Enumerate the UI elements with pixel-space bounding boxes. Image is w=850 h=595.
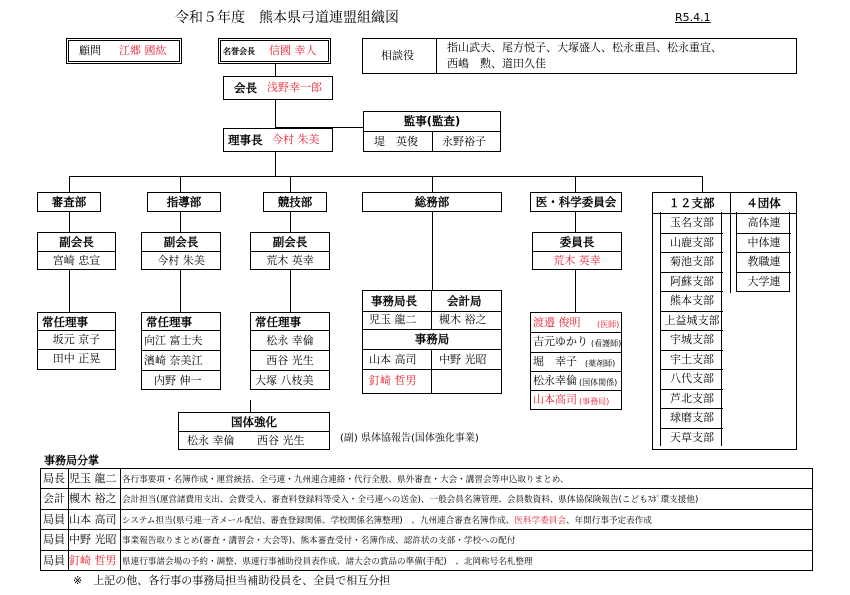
duty-text [122, 514, 652, 528]
shido-std-2: 濱崎 奈美江 [144, 354, 203, 367]
kyogi-std-2: 西谷 光生 [266, 354, 314, 367]
auditor-label: 監事(監査) [403, 114, 461, 128]
shido-vice-name: 今村 朱美 [157, 254, 205, 267]
dept-somu-name: 総務部 [414, 195, 450, 209]
shido-vice-box [141, 232, 221, 270]
medical-member-5-note: (事務局) [579, 397, 610, 406]
president-label: 会長 [234, 81, 257, 95]
dept-medical [530, 192, 622, 212]
duty-name: 槻木 裕之 [69, 492, 117, 505]
kokutai-box [178, 412, 330, 450]
branch-item: 上益城支部 [664, 313, 720, 327]
branch-item: 球磨支部 [670, 411, 714, 424]
auditor-box [363, 111, 501, 152]
duty-name: 中野 光昭 [69, 533, 117, 546]
duty-text-b: 、年間行事予定表作成 [565, 516, 652, 526]
kyogi-std-1: 松永 幸倫 [266, 334, 314, 347]
branch-item: 菊池支部 [670, 255, 714, 268]
kyogi-std-3: 大塚 八枝美 [255, 374, 314, 387]
somu-chief-name: 児玉 龍二 [369, 313, 417, 326]
branch-item: 熊本支部 [670, 294, 714, 307]
group-item: 高体連 [747, 216, 781, 229]
shinsa-std-1: 坂元 京子 [52, 333, 101, 346]
dept-medical-name: 医・科学委員会 [535, 195, 617, 209]
duty-name: 児玉 龍二 [69, 472, 117, 485]
shinsa-vice-box [37, 232, 116, 270]
somu-office-box [362, 290, 502, 394]
advisor-box [66, 38, 182, 64]
duty-text-a: システム担当(県弓連一斉メール配信、審査登録関係、学校関係名簿整理) 、九州連合審査名簿作成、 [122, 516, 515, 526]
date-label: R5.4.1 [675, 11, 711, 24]
dept-shido-name: 指導部 [166, 195, 202, 209]
kyogi-vice-box [250, 232, 330, 270]
honorary-label: 名誉会長 [223, 47, 255, 56]
duty-role: 局員 [43, 554, 65, 567]
duty-role: 局員 [43, 513, 65, 526]
dept-kyogi [263, 192, 327, 212]
chair-box [223, 128, 333, 152]
shido-vice-label: 副会長 [163, 235, 199, 249]
duties-heading: 事務局分掌 [44, 454, 99, 467]
duty-role: 局長 [43, 472, 65, 485]
duty-role: 局員 [43, 533, 65, 546]
shinsa-vice-name: 宮崎 忠宣 [52, 254, 101, 267]
medical-member-3: 堀 幸子 [533, 355, 577, 368]
kyogi-std-label: 常任理事 [255, 315, 301, 329]
footer-note: ※ 上記の他、各行事の事務局担当補助役員を、全員で相互分担 [73, 574, 391, 587]
dept-shido [147, 192, 221, 212]
branch-item: 玉名支部 [670, 216, 714, 229]
somu-acct-name: 槻木 裕之 [439, 313, 487, 326]
group-item: 大学連 [747, 274, 781, 288]
duty-text: 各行事要項・名簿作成・運営統括、全弓連・九州連合連絡・代行全般、県外審査・大会・講習会等申込取りまとめ、 [122, 475, 569, 485]
president-box [223, 76, 333, 100]
medical-member-2: 吉元ゆかり [533, 335, 588, 348]
group-item: 教職連 [747, 255, 781, 268]
kokutai-label: 国体強化 [231, 415, 277, 429]
group-item: 中体連 [747, 235, 781, 249]
chair-label: 理事長 [228, 133, 263, 147]
consult-label: 相談役 [381, 49, 414, 62]
kyogi-vice-name: 荒木 英幸 [266, 254, 314, 267]
advisor-name: 江郷 國紘 [119, 44, 167, 57]
page-title: 令和５年度 熊本県弓道連盟組織図 [175, 10, 399, 26]
dept-kyogi-name: 競技部 [277, 195, 313, 209]
somu-chief-label: 事務局長 [371, 294, 417, 308]
medical-member-4-note: (国体関係) [579, 378, 618, 387]
auditor-name-1: 堤 英俊 [374, 135, 418, 148]
president-name: 浅野幸一郎 [267, 81, 322, 94]
medical-members-box [530, 312, 622, 410]
medical-member-4: 松永幸倫 [533, 374, 577, 387]
branch-item: 八代支部 [670, 372, 714, 385]
branch-item: 宇城支部 [670, 333, 714, 346]
kokutai-name-1: 松永 幸倫 [187, 434, 235, 447]
somu-acct-label: 会計局 [447, 294, 482, 308]
medical-member-5: 山本高司 [533, 393, 577, 406]
consult-line1: 指山武夫、尾方悦子、大塚盛人、松永重昌、松永重宜、 [447, 41, 722, 54]
groups-header: ４団体 [746, 196, 781, 210]
shinsa-std-2: 田中 正晃 [52, 352, 101, 365]
medical-chair-name: 荒木 英幸 [553, 254, 601, 267]
dept-shinsa [37, 192, 101, 212]
shido-std-1: 向江 富士夫 [144, 334, 203, 347]
shido-std-3: 内野 伸一 [154, 374, 202, 387]
medical-member-1-note: (医師) [597, 320, 620, 329]
shinsa-vice-label: 副会長 [59, 235, 94, 249]
consult-line2: 西嶋 勲、道田久佳 [447, 57, 546, 70]
consult-box [362, 38, 797, 74]
branch-item: 阿蘇支部 [670, 274, 714, 288]
medical-chair-box [532, 232, 622, 270]
duty-role: 会計 [43, 492, 65, 505]
duty-text-highlight: 医科学委員会 [514, 516, 566, 526]
somu-office-3: 釘崎 哲男 [369, 374, 417, 387]
duty-text: 会計担当(運営諸費用支出、会費受入、審査料登録料等受入・全弓連への送金)、一般会員名簿管理、会員数資料、県体協保険報告(こどもｽﾎﾟ環支援他) [122, 495, 699, 505]
shinsa-std-label: 常任理事 [42, 315, 88, 329]
shido-std-label: 常任理事 [146, 315, 192, 329]
shido-std-box [141, 312, 221, 390]
medical-member-1: 渡邉 俊明 [533, 316, 581, 329]
kokutai-note: (副) 県体協報告(国体強化事業) [340, 433, 479, 444]
branch-item: 天草支部 [670, 430, 714, 444]
shinsa-std-box [37, 312, 116, 370]
honorary-name: 信國 幸人 [269, 44, 317, 57]
duty-name: 釘崎 哲男 [69, 554, 117, 567]
duty-name: 山本 高司 [69, 513, 117, 526]
somu-office-1: 山本 高司 [369, 353, 417, 366]
somu-office-2: 中野 光昭 [439, 353, 487, 366]
kyogi-vice-label: 副会長 [272, 235, 308, 249]
branches-header: １２支部 [668, 196, 715, 210]
advisor-label: 顧問 [79, 44, 101, 57]
branch-item: 芦北支部 [670, 391, 714, 405]
medical-member-3-note: (薬剤師) [585, 359, 616, 368]
duty-text: 事業報告取りまとめ(審査・講習会・大会等)、熊本審査受付・名簿作成、認許状の支部・学校への配付 [122, 536, 516, 546]
somu-office-label: 事務局 [414, 332, 450, 346]
duty-text: 県連行事諸会場の予約・調整、県連行事補助役員表作成、諸大会の賞品の準備(手配) 、北岡称号名札整理 [122, 557, 533, 567]
branch-item: 山鹿支部 [670, 235, 714, 249]
chair-name: 今村 朱美 [272, 133, 320, 146]
honorary-box [218, 38, 331, 64]
auditor-name-2: 永野裕子 [442, 135, 486, 148]
kyogi-std-box [250, 312, 330, 390]
medical-member-2-note: (看護師) [591, 339, 622, 348]
branch-item: 宇土支部 [670, 352, 714, 366]
medical-chair-label: 委員長 [559, 235, 595, 249]
kokutai-name-2: 西谷 光生 [257, 434, 305, 447]
dept-shinsa-name: 審査部 [51, 195, 87, 209]
dept-somu [362, 192, 502, 212]
